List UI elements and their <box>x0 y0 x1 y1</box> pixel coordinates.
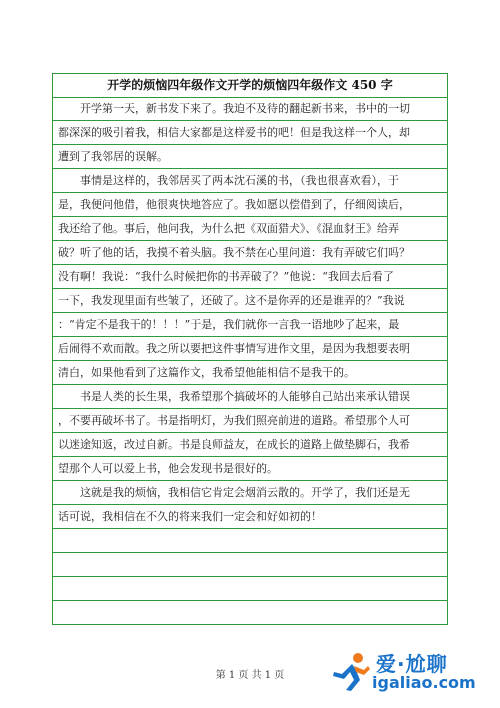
essay-title: 开学的烦恼四年级作文开学的烦恼四年级作文 450 字 <box>52 73 448 98</box>
essay-body <box>52 97 448 625</box>
page-footer: 第 1 页 共 1 页 <box>215 670 285 681</box>
essay-line: 没有啊！我说：“我什么时候把你的书弄破了？”他说：“我回去后看了 <box>52 265 448 289</box>
watermark-url-text: igaliao.com <box>372 673 476 692</box>
essay-line: 书是人类的长生果，我希望那个搞破坏的人能够自己站出来承认错误 <box>52 385 448 409</box>
essay-line: 我还给了他。事后，他问我，为什么把《双面猎犬》、《混血豺王》给弄 <box>52 217 448 241</box>
essay-sheet <box>52 73 448 625</box>
essay-line: 遭到了我邻居的误解。 <box>52 145 448 169</box>
essay-line: ：“肯定不是我干的！！！”于是，我们就你一言我一语地吵了起来，最 <box>52 313 448 337</box>
essay-line <box>52 553 448 577</box>
essay-line: 破？听了他的话，我摸不着头脑。我不禁在心里问道：我有弄破它们吗？ <box>52 241 448 265</box>
essay-line <box>52 601 448 625</box>
runner-icon <box>330 650 372 692</box>
essay-line: 都深深的吸引着我，相信大家都是这样爱书的吧！但是我这样一个人，却 <box>52 121 448 145</box>
essay-line: 清白，如果他看到了这篇作文，我希望他能相信不是我干的。 <box>52 361 448 385</box>
essay-line: 后闹得不欢而散。我之所以要把这件事情写进作文里，是因为我想要表明 <box>52 337 448 361</box>
essay-line: 以迷途知返，改过自新。书是良师益友，在成长的道路上做垫脚石，我希 <box>52 433 448 457</box>
essay-line: 是，我便问他借，他很爽快地答应了。我如愿以偿借到了，仔细阅读后， <box>52 193 448 217</box>
essay-line: 事情是这样的，我邻居买了两本沈石溪的书，（我也很喜欢看），于 <box>52 169 448 193</box>
essay-line: ，不要再破坏书了。书是指明灯，为我们照亮前进的道路。希望那个人可 <box>52 409 448 433</box>
essay-line: 望那个人可以爱上书，他会发现书是很好的。 <box>52 457 448 481</box>
essay-line <box>52 577 448 601</box>
essay-line: 这就是我的烦恼，我相信它肯定会烟消云散的。开学了，我们还是无 <box>52 481 448 505</box>
essay-line: 话可说，我相信在不久的将来我们一定会和好如初的！ <box>52 505 448 529</box>
essay-line <box>52 529 448 553</box>
essay-line: 一下，我发现里面有些皱了，还破了。这不是你弄的还是谁弄的？”我说 <box>52 289 448 313</box>
watermark-cn-text: 爱·尬聊 <box>376 652 448 676</box>
essay-line: 开学第一天，新书发下来了。我迫不及待的翻起新书来，书中的一切 <box>52 97 448 121</box>
watermark-logo <box>330 648 480 692</box>
